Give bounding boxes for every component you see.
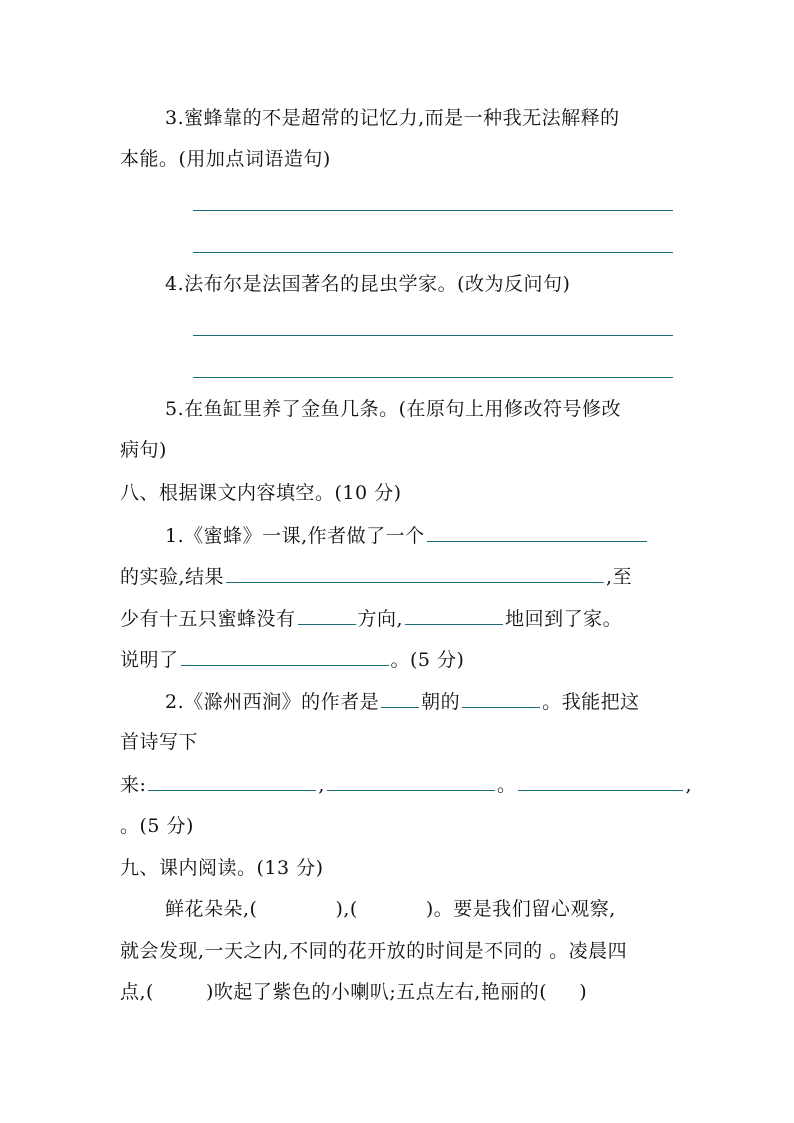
s8-item2-text-f: , xyxy=(318,774,325,796)
s9-p1-text-e: 点,( xyxy=(120,981,154,1003)
section8-heading: 八、根据课文内容填空。(10 分) xyxy=(120,482,402,504)
s9-p1-text-g: ) xyxy=(579,981,588,1003)
q4-answer-line-2[interactable] xyxy=(193,377,673,378)
s8-item1-blank-manner[interactable] xyxy=(405,606,503,625)
q3-line1: 3.蜜蜂靠的不是超常的记忆力,而是一种我无法解释的 xyxy=(165,107,620,129)
s8-item1-text-a: 1.《蜜蜂》一课,作者做了一个 xyxy=(165,525,425,547)
s8-item1-text-d: 少有十五只蜜蜂没有 xyxy=(120,608,296,630)
s9-p1-text-f: )吹起了紫色的小喇叭;五点左右,艳丽的( xyxy=(205,981,548,1003)
s8-item1-row3 xyxy=(120,606,622,631)
s8-item2-text-h: , xyxy=(685,774,693,796)
s8-item1-blank-result[interactable] xyxy=(226,564,604,583)
q4-line1: 4.法布尔是法国著名的昆虫学家。(改为反问句) xyxy=(165,273,571,295)
s8-item1-blank-conclusion[interactable] xyxy=(181,647,389,666)
s8-item1-text-b: 的实验,结果 xyxy=(120,566,225,588)
s8-item1-row2 xyxy=(120,564,632,589)
s9-p1-text-a: 鲜花朵朵,( xyxy=(165,898,258,920)
s8-item2-text-e: 来: xyxy=(120,774,147,796)
q4-answer-line-1[interactable] xyxy=(193,335,673,336)
s8-item2-text-a: 2.《滁州西涧》的作者是 xyxy=(165,691,380,713)
s8-item2-blank-author[interactable] xyxy=(462,689,540,708)
s8-item2-blank-dynasty[interactable] xyxy=(381,689,419,708)
s9-p1-text-c: )。要是我们留心观察, xyxy=(425,898,616,920)
s8-item1-row4 xyxy=(120,647,464,672)
q3-answer-line-2[interactable] xyxy=(193,252,673,253)
q5-line1: 5.在鱼缸里养了金鱼几条。(在原句上用修改符号修改 xyxy=(165,398,622,420)
q3-line2: 本能。(用加点词语造句) xyxy=(120,148,331,170)
s9-p1-row3 xyxy=(120,980,587,1004)
q3-answer-line-1[interactable] xyxy=(193,210,673,211)
s8-item1-text-c: ,至 xyxy=(606,566,633,588)
section9-heading: 九、课内阅读。(13 分) xyxy=(120,857,324,879)
s8-item2-blank-poem-2[interactable] xyxy=(327,772,495,791)
s8-item2-text-b: 朝的 xyxy=(421,691,461,713)
s8-item2-blank-poem-1[interactable] xyxy=(148,772,316,791)
q5-line2: 病句) xyxy=(120,439,167,461)
s8-item2-blank-poem-3[interactable] xyxy=(518,772,683,791)
s8-item1-text-e: 方向, xyxy=(357,608,404,630)
s8-item1-blank-direction[interactable] xyxy=(298,606,356,625)
s8-item2-row2: 首诗写下 xyxy=(120,731,199,753)
s8-item2-row3 xyxy=(120,772,692,797)
s8-item1-text-h: 。(5 分) xyxy=(390,649,465,671)
s8-item2-text-g: 。 xyxy=(496,774,517,796)
s8-item1-blank-experiment[interactable] xyxy=(427,523,647,542)
s8-item1-text-f: 地回到了家。 xyxy=(505,608,623,630)
s9-p1-row1 xyxy=(165,897,616,921)
s9-p1-text-b: ),( xyxy=(335,898,358,920)
s8-item1-row1 xyxy=(165,523,649,548)
s8-item1-text-g: 说明了 xyxy=(120,649,179,671)
s8-item2-text-c: 。我能把这 xyxy=(542,691,640,713)
s8-item2-row1 xyxy=(165,689,640,714)
s9-p1-row2: 就会发现,一天之内,不同的花开放的时间是不同的 。凌晨四 xyxy=(120,940,628,962)
s8-item2-row4: 。(5 分) xyxy=(120,815,194,837)
